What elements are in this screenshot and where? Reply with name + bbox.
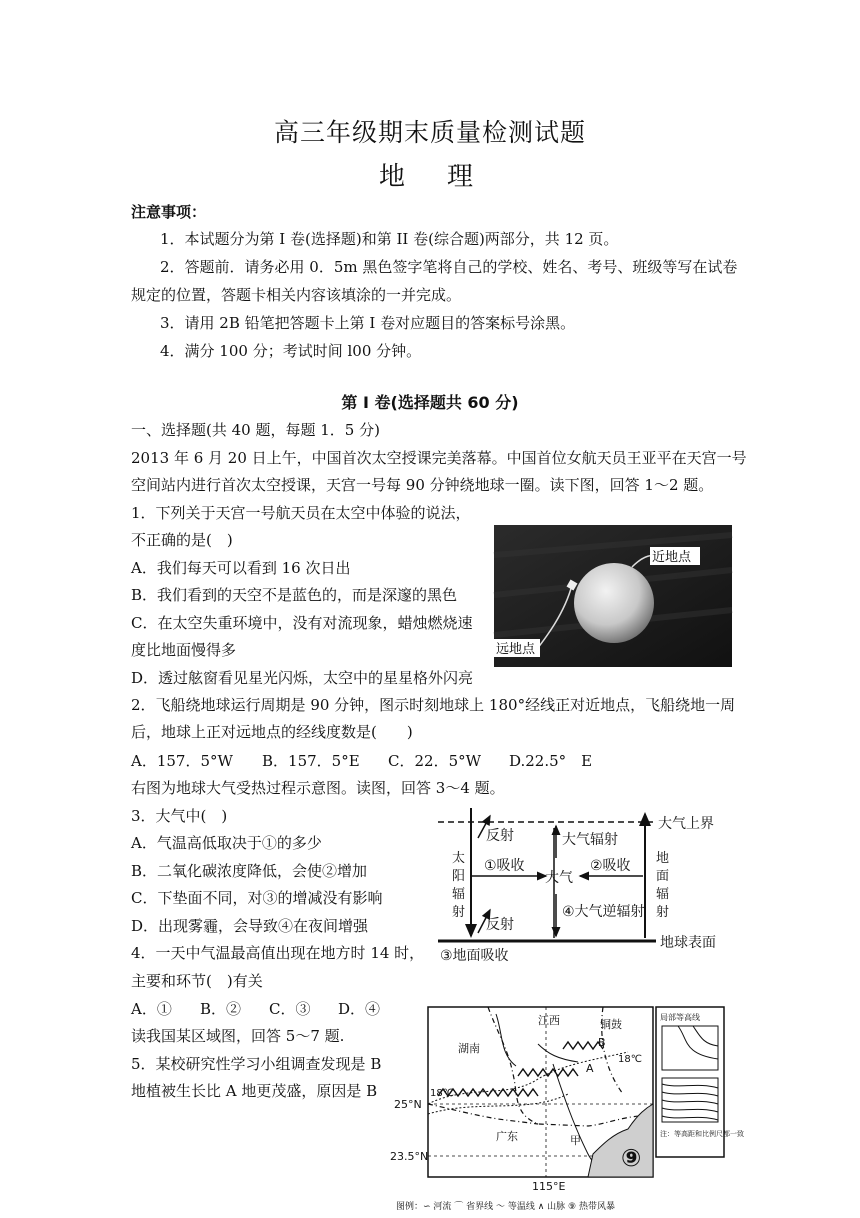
point-a-label: A [586, 1062, 594, 1075]
absorb-1-label: ①吸收 [484, 858, 525, 874]
longitude-label: 115°E [532, 1180, 566, 1193]
question-stem: 1．下列关于天宫一号航天员在太空中体验的说法， [131, 504, 471, 522]
intro-text: 右图为地球大气受热过程示意图。读图，回答 3～4 题。 [131, 779, 505, 797]
notice-item: 3．请用 2B 铅笔把答题卡上第 I 卷对应题目的答案标号涂黑。 [160, 314, 576, 332]
latitude-label: 23.5°N [390, 1150, 429, 1163]
notice-item: 4．满分 100 分；考试时间 l00 分钟。 [160, 342, 422, 360]
option: B．② [200, 1000, 242, 1018]
subject-title: 地 理 [378, 162, 481, 192]
option: B．二氧化碳浓度降低，会使②增加 [131, 862, 368, 880]
ground-radiation-label: 地面辐射 [656, 851, 670, 920]
perigee-label: 近地点 [652, 550, 692, 565]
option: B．我们看到的天空不是蓝色的，而是深邃的黑色 [131, 586, 458, 604]
top-boundary-label: 大气上界 [658, 816, 714, 832]
option: C．22．5°W [388, 752, 482, 770]
reflect-top-label: 反射 [486, 828, 514, 844]
earth-shape [574, 563, 654, 643]
ground-absorb-label: ③地面吸收 [440, 948, 509, 964]
hunan-label: 湖南 [458, 1042, 480, 1055]
notice-item: 规定的位置，答题卡相关内容该填涂的一并完成。 [131, 286, 462, 304]
solar-label: 太阳辐射 [452, 851, 466, 920]
option: 度比地面慢得多 [131, 641, 237, 659]
option: D.22.5° E [509, 752, 593, 770]
counter-radiation-label: ④大气逆辐射 [562, 904, 645, 920]
option: A．157．5°W [131, 752, 233, 770]
region-map [388, 1004, 744, 1214]
inset-title: 局部等高线 [660, 1013, 700, 1022]
orbit-figure [494, 525, 732, 667]
jiangxi-label: 江西 [538, 1014, 560, 1027]
isotherm-label: 18℃ [430, 1088, 454, 1099]
bottom-boundary-label: 地球表面 [660, 935, 716, 951]
option: C．在太空失重环境中，没有对流现象，蜡烛燃烧速 [131, 614, 473, 632]
intro-text: 读我国某区域图，回答 5～7 题. [131, 1027, 345, 1045]
question-stem: 后，地球上正对远地点的经线度数是( ) [131, 723, 413, 741]
option: C．下垫面不同，对③的增减没有影响 [131, 889, 383, 907]
part-heading: 第 I 卷(选择题共 60 分) [341, 393, 519, 412]
tonggu-label: 铜鼓 [600, 1018, 622, 1031]
apogee-label: 远地点 [496, 642, 536, 657]
atm-radiation-label: 大气辐射 [562, 832, 618, 848]
notice-item: 1．本试题分为第 I 卷(选择题)和第 II 卷(综合题)两部分，共 12 页。 [160, 230, 619, 248]
map-legend: 图例：∽ 河流 ⌒ 省界线 ～ 等温线 ∧ 山脉 ⑨ 热带风暴 [396, 1202, 615, 1212]
latitude-label: 25°N [394, 1098, 422, 1111]
option: A．气温高低取决于①的多少 [131, 834, 322, 852]
option: D．④ [338, 1000, 381, 1018]
atmosphere-label: 大气 [545, 870, 573, 886]
guangdong-label: 广东 [496, 1130, 518, 1143]
option: C．③ [269, 1000, 311, 1018]
atmosphere-diagram [438, 798, 738, 964]
inset-note: 注：等高距和比例尺都一致 [660, 1130, 744, 1138]
reflect-bottom-label: 反射 [486, 917, 514, 933]
section-heading: 一、选择题(共 40 题，每题 1．5 分) [131, 421, 380, 439]
notice-heading: 注意事项： [131, 203, 207, 221]
exam-title: 高三年级期末质量检测试题 [273, 118, 586, 147]
isotherm-label: 18℃ [618, 1054, 642, 1065]
notice-item: 2．答题前．请务必用 0．5m 黑色签字笔将自己的学校、姓名、考号、班级等写在试卷 [160, 258, 738, 276]
question-stem: 不正确的是( ) [131, 531, 233, 549]
absorb-2-label: ②吸收 [590, 858, 631, 874]
question-stem: 5．某校研究性学习小组调查发现是 B [131, 1055, 382, 1073]
intro-text: 空间站内进行首次太空授课，天宫一号每 90 分钟绕地球一圈。读下图，回答 1～2 题。 [131, 476, 714, 494]
question-stem: 4．一天中气温最高值出现在地方时 14 时， [131, 944, 425, 962]
question-stem: 主要和环节( )有关 [131, 972, 263, 990]
typhoon-icon: ⑨ [621, 1144, 642, 1172]
question-stem: 2．飞船绕地球运行周期是 90 分钟，图示时刻地球上 180°经线正对近地点，飞船绕地一周 [131, 696, 736, 714]
question-stem: 3．大气中( ) [131, 807, 228, 825]
option: D．透过舷窗看见星光闪烁，太空中的星星格外闪亮 [131, 669, 474, 687]
intro-text: 2013 年 6 月 20 日上午，中国首次太空授课完美落幕。中国首位女航天员王亚平在天宫一号 [131, 449, 747, 467]
point-b-label: B [598, 1036, 606, 1049]
option: A．① [131, 1000, 172, 1018]
point-jia-label: 甲 [570, 1134, 581, 1147]
question-stem: 地植被生长比 A 地更茂盛，原因是 B [131, 1082, 378, 1100]
option: B．157．5°E [262, 752, 360, 770]
option: A．我们每天可以看到 16 次日出 [131, 559, 351, 577]
option: D．出现雾霾，会导致④在夜间增强 [131, 917, 369, 935]
